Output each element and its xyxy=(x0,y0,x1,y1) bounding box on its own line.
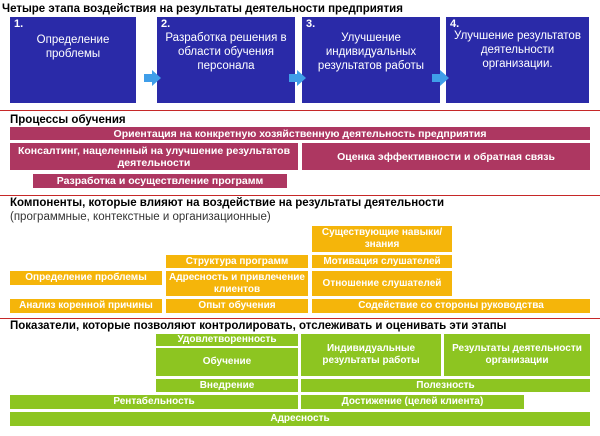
section4-title: Показатели, которые позволяют контролировать, отслеживать и оценивать эти этапы xyxy=(10,320,507,332)
indicator-profitability: Рентабельность xyxy=(10,395,298,409)
component-existing-skills: Существующие навыки/знания xyxy=(312,226,452,252)
step-2-box xyxy=(157,17,295,103)
component-program-structure: Структура программ xyxy=(166,255,308,268)
step-1-box xyxy=(10,17,136,103)
section-separator xyxy=(0,318,600,319)
step-1-number: 1. xyxy=(14,18,24,30)
process-consulting-bar: Консалтинг, нацеленный на улучшение результатов деятельности xyxy=(10,143,298,170)
process-development-bar: Разработка и осуществление программ xyxy=(33,174,287,188)
step-4-box xyxy=(446,17,589,103)
component-motivation: Мотивация слушателей xyxy=(312,255,452,268)
section3-subtitle: (программные, контекстные и организационные) xyxy=(10,211,271,223)
indicator-org-results: Результаты деятельности организации xyxy=(444,334,590,376)
step-3-text: Улучшение индивидуальных результатов работы xyxy=(317,32,425,72)
component-problem-definition: Определение проблемы xyxy=(10,271,162,285)
component-attitude: Отношение слушателей xyxy=(312,271,452,296)
step-2-text: Разработка решения в области обучения персонала xyxy=(165,32,287,72)
section3-title: Компоненты, которые влияют на воздействие на результаты деятельности xyxy=(10,197,445,209)
component-root-cause: Анализ коренной причины xyxy=(10,299,162,313)
process-orientation-bar: Ориентация на конкретную хозяйственную деятельность предприятия xyxy=(10,127,590,140)
step-3-number: 3. xyxy=(306,18,316,30)
section-separator xyxy=(0,195,600,196)
indicator-satisfaction: Удовлетворенность xyxy=(156,334,298,346)
section2-title: Процессы обучения xyxy=(10,114,126,126)
step-3-box xyxy=(302,17,440,103)
section1-title: Четыре этапа воздействия на результаты деятельности предприятия xyxy=(2,3,403,15)
indicator-targeting: Адресность xyxy=(10,412,590,426)
step-4-text: Улучшение результатов деятельности организации. xyxy=(454,30,581,70)
section-separator xyxy=(0,110,600,111)
step-1-text: Определение проблемы xyxy=(36,34,110,60)
indicator-implementation: Внедрение xyxy=(156,379,298,392)
indicator-usefulness: Полезность xyxy=(301,379,590,392)
indicator-individual-results: Индивидуальные результаты работы xyxy=(301,334,441,376)
step-2-number: 2. xyxy=(161,18,171,30)
component-experience: Опыт обучения xyxy=(166,299,308,313)
indicator-achievement: Достижение (целей клиента) xyxy=(301,395,524,409)
process-evaluation-bar: Оценка эффективности и обратная связь xyxy=(302,143,590,170)
step-4-number: 4. xyxy=(450,18,460,30)
component-targeting: Адресность и привлечение клиентов xyxy=(166,271,308,296)
indicator-learning: Обучение xyxy=(156,348,298,376)
component-management-support: Содействие со стороны руководства xyxy=(312,299,590,313)
